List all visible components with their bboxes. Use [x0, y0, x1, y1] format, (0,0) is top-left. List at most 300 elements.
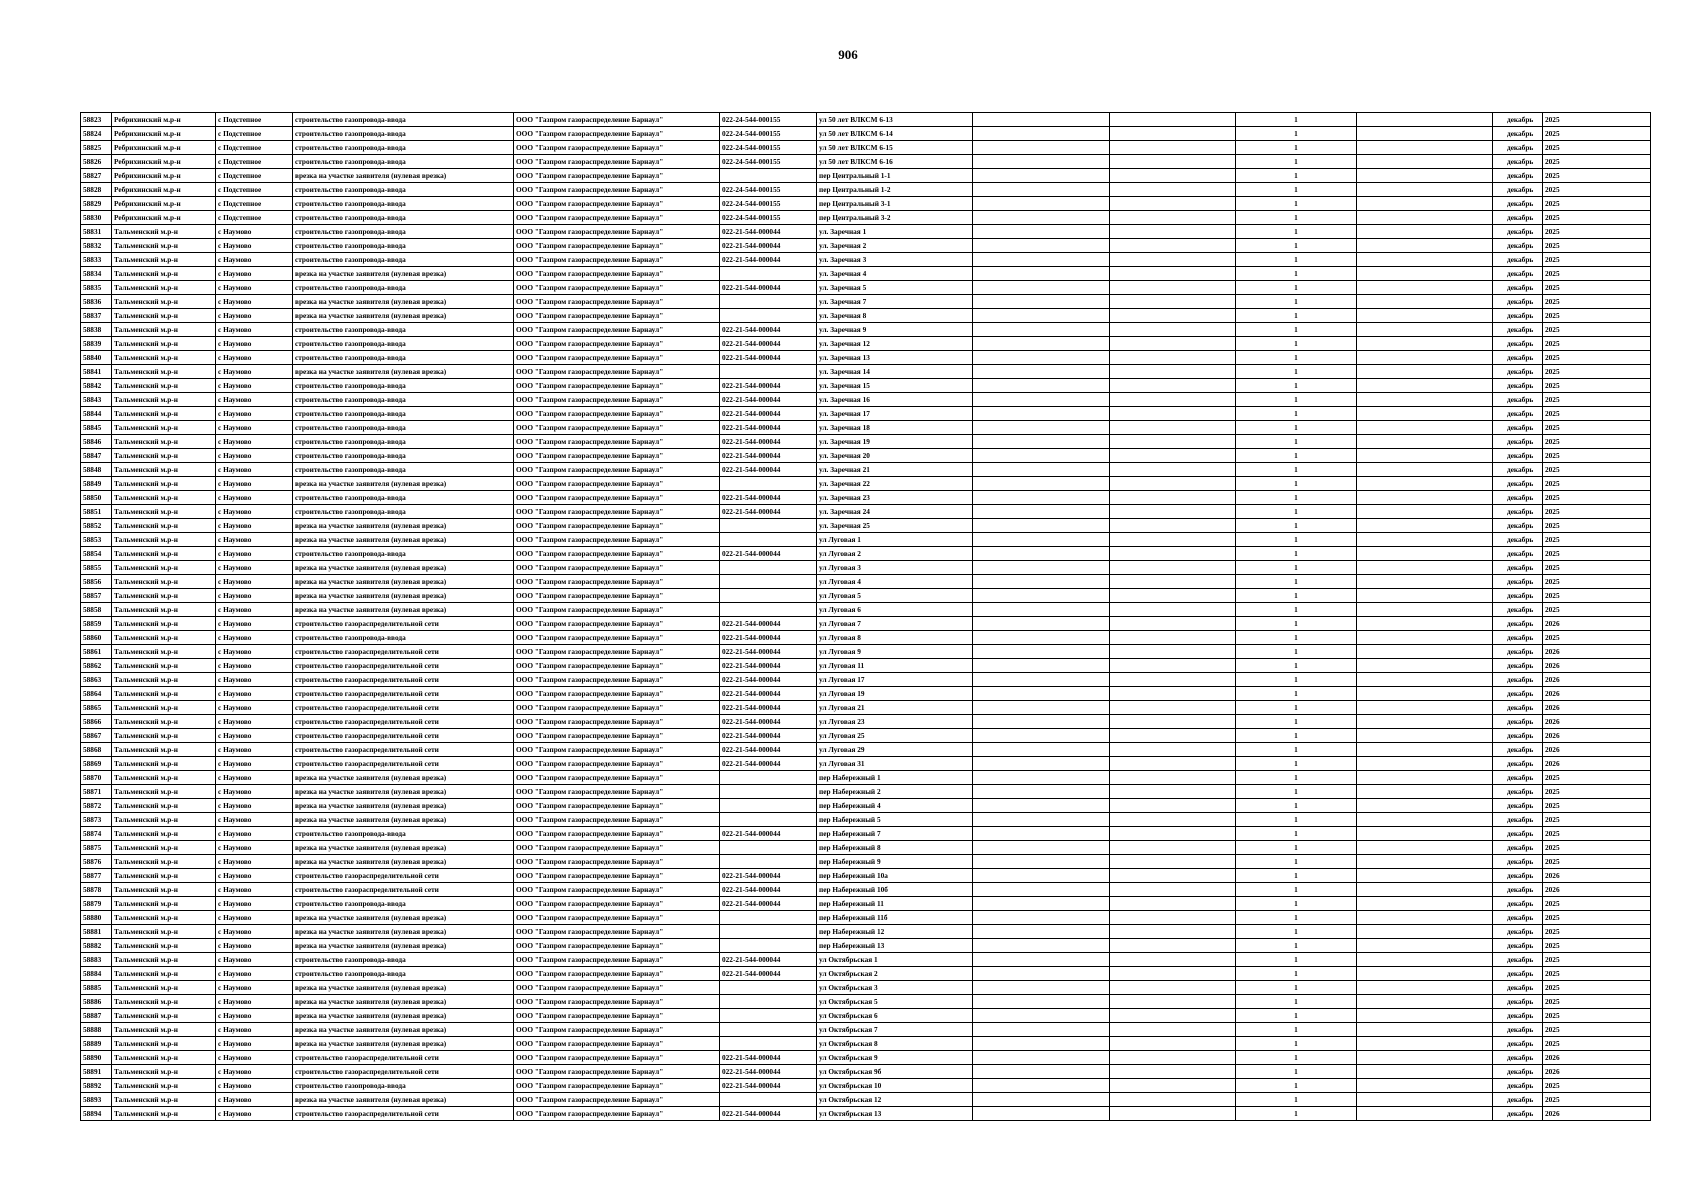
work-type-cell: строительство газораспределительной сети [293, 701, 514, 715]
organization-cell: ООО "Газпром газораспределение Барнаул" [514, 841, 720, 855]
empty-cell-3 [1357, 967, 1493, 981]
district-cell: Тальменский м.р-н [112, 939, 216, 953]
district-cell: Тальменский м.р-н [112, 659, 216, 673]
work-type-cell: врезка на участке заявителя (нулевая врезка) [293, 939, 514, 953]
program-code-cell: 022-21-544-000044 [720, 743, 817, 757]
empty-cell-2 [1110, 785, 1236, 799]
address-cell: ул Октябрьская 3 [817, 981, 973, 995]
work-type-cell: строительство газораспределительной сети [293, 645, 514, 659]
year-cell: 2025 [1543, 435, 1651, 449]
organization-cell: ООО "Газпром газораспределение Барнаул" [514, 281, 720, 295]
month-cell: декабрь [1493, 897, 1543, 911]
empty-cell-2 [1110, 1051, 1236, 1065]
empty-cell-3 [1357, 337, 1493, 351]
work-type-cell: строительство газопровода-ввода [293, 155, 514, 169]
count-cell: 1 [1236, 743, 1357, 757]
table-row [81, 1065, 1651, 1079]
district-cell: Тальменский м.р-н [112, 995, 216, 1009]
year-cell: 2025 [1543, 393, 1651, 407]
empty-cell-2 [1110, 281, 1236, 295]
address-cell: ул Луговая 11 [817, 659, 973, 673]
address-cell: ул Октябрьская 5 [817, 995, 973, 1009]
district-cell: Тальменский м.р-н [112, 771, 216, 785]
organization-cell: ООО "Газпром газораспределение Барнаул" [514, 897, 720, 911]
count-cell: 1 [1236, 645, 1357, 659]
empty-cell-1 [973, 141, 1110, 155]
organization-cell: ООО "Газпром газораспределение Барнаул" [514, 883, 720, 897]
month-cell: декабрь [1493, 449, 1543, 463]
empty-cell-2 [1110, 113, 1236, 127]
table-row [81, 477, 1651, 491]
table-row [81, 673, 1651, 687]
work-type-cell: строительство газопровода-ввода [293, 337, 514, 351]
empty-cell-1 [973, 267, 1110, 281]
address-cell: ул. Заречная 21 [817, 463, 973, 477]
empty-cell-1 [973, 365, 1110, 379]
work-type-cell: врезка на участке заявителя (нулевая врезка) [293, 1037, 514, 1051]
work-type-cell: строительство газопровода-ввода [293, 113, 514, 127]
work-type-cell: строительство газопровода-ввода [293, 239, 514, 253]
settlement-cell: с Наумово [216, 393, 293, 407]
count-cell: 1 [1236, 673, 1357, 687]
month-cell: декабрь [1493, 995, 1543, 1009]
program-code-cell [720, 1093, 817, 1107]
year-cell: 2025 [1543, 939, 1651, 953]
district-cell: Тальменский м.р-н [112, 253, 216, 267]
month-cell: декабрь [1493, 463, 1543, 477]
empty-cell-1 [973, 547, 1110, 561]
empty-cell-1 [973, 1093, 1110, 1107]
program-code-cell [720, 855, 817, 869]
year-cell: 2025 [1543, 365, 1651, 379]
work-type-cell: строительство газопровода-ввода [293, 127, 514, 141]
count-cell: 1 [1236, 911, 1357, 925]
count-cell: 1 [1236, 855, 1357, 869]
year-cell: 2025 [1543, 169, 1651, 183]
count-cell: 1 [1236, 701, 1357, 715]
address-cell: пер Набережный 13 [817, 939, 973, 953]
year-cell: 2025 [1543, 225, 1651, 239]
empty-cell-1 [973, 393, 1110, 407]
empty-cell-2 [1110, 883, 1236, 897]
month-cell: декабрь [1493, 505, 1543, 519]
year-cell: 2025 [1543, 953, 1651, 967]
district-cell: Тальменский м.р-н [112, 813, 216, 827]
empty-cell-3 [1357, 169, 1493, 183]
year-cell: 2025 [1543, 855, 1651, 869]
address-cell: ул 50 лет ВЛКСМ 6-14 [817, 127, 973, 141]
work-type-cell: строительство газопровода-ввода [293, 435, 514, 449]
organization-cell: ООО "Газпром газораспределение Барнаул" [514, 169, 720, 183]
empty-cell-1 [973, 281, 1110, 295]
district-cell: Тальменский м.р-н [112, 281, 216, 295]
count-cell: 1 [1236, 897, 1357, 911]
record-number-cell: 58838 [81, 323, 112, 337]
settlement-cell: с Наумово [216, 687, 293, 701]
address-cell: ул. Заречная 9 [817, 323, 973, 337]
work-type-cell: врезка на участке заявителя (нулевая врезка) [293, 785, 514, 799]
year-cell: 2025 [1543, 925, 1651, 939]
empty-cell-3 [1357, 127, 1493, 141]
empty-cell-2 [1110, 939, 1236, 953]
table-row [81, 701, 1651, 715]
table-row [81, 505, 1651, 519]
organization-cell: ООО "Газпром газораспределение Барнаул" [514, 463, 720, 477]
work-type-cell: строительство газораспределительной сети [293, 757, 514, 771]
organization-cell: ООО "Газпром газораспределение Барнаул" [514, 113, 720, 127]
empty-cell-2 [1110, 1065, 1236, 1079]
empty-cell-3 [1357, 253, 1493, 267]
empty-cell-3 [1357, 1023, 1493, 1037]
address-cell: пер Центральный 1-1 [817, 169, 973, 183]
empty-cell-1 [973, 519, 1110, 533]
organization-cell: ООО "Газпром газораспределение Барнаул" [514, 785, 720, 799]
settlement-cell: с Наумово [216, 673, 293, 687]
district-cell: Тальменский м.р-н [112, 925, 216, 939]
organization-cell: ООО "Газпром газораспределение Барнаул" [514, 1093, 720, 1107]
organization-cell: ООО "Газпром газораспределение Барнаул" [514, 925, 720, 939]
table-row [81, 981, 1651, 995]
settlement-cell: с Наумово [216, 967, 293, 981]
empty-cell-1 [973, 379, 1110, 393]
table-row [81, 211, 1651, 225]
year-cell: 2025 [1543, 239, 1651, 253]
year-cell: 2025 [1543, 1093, 1651, 1107]
organization-cell: ООО "Газпром газораспределение Барнаул" [514, 813, 720, 827]
work-type-cell: строительство газопровода-ввода [293, 225, 514, 239]
program-code-cell: 022-21-544-000044 [720, 225, 817, 239]
empty-cell-2 [1110, 617, 1236, 631]
record-number-cell: 58878 [81, 883, 112, 897]
empty-cell-3 [1357, 365, 1493, 379]
month-cell: декабрь [1493, 827, 1543, 841]
settlement-cell: с Наумово [216, 435, 293, 449]
month-cell: декабрь [1493, 925, 1543, 939]
address-cell: ул 50 лет ВЛКСМ 6-16 [817, 155, 973, 169]
table-row [81, 575, 1651, 589]
empty-cell-3 [1357, 449, 1493, 463]
record-number-cell: 58850 [81, 491, 112, 505]
address-cell: ул Октябрьская 6 [817, 1009, 973, 1023]
table-row [81, 295, 1651, 309]
empty-cell-1 [973, 1051, 1110, 1065]
empty-cell-2 [1110, 1037, 1236, 1051]
count-cell: 1 [1236, 1023, 1357, 1037]
work-type-cell: строительство газопровода-ввода [293, 547, 514, 561]
year-cell: 2025 [1543, 1023, 1651, 1037]
record-number-cell: 58857 [81, 589, 112, 603]
month-cell: декабрь [1493, 141, 1543, 155]
work-type-cell: врезка на участке заявителя (нулевая врезка) [293, 603, 514, 617]
work-type-cell: строительство газораспределительной сети [293, 1051, 514, 1065]
work-type-cell: строительство газопровода-ввода [293, 197, 514, 211]
district-cell: Тальменский м.р-н [112, 393, 216, 407]
table-row [81, 631, 1651, 645]
organization-cell: ООО "Газпром газораспределение Барнаул" [514, 141, 720, 155]
program-code-cell: 022-21-544-000044 [720, 1079, 817, 1093]
record-number-cell: 58859 [81, 617, 112, 631]
month-cell: декабрь [1493, 785, 1543, 799]
settlement-cell: с Наумово [216, 1009, 293, 1023]
table-row [81, 533, 1651, 547]
district-cell: Ребрихинский м.р-н [112, 211, 216, 225]
organization-cell: ООО "Газпром газораспределение Барнаул" [514, 631, 720, 645]
empty-cell-3 [1357, 463, 1493, 477]
settlement-cell: с Подстепное [216, 183, 293, 197]
year-cell: 2025 [1543, 127, 1651, 141]
year-cell: 2025 [1543, 771, 1651, 785]
empty-cell-3 [1357, 351, 1493, 365]
program-code-cell [720, 785, 817, 799]
year-cell: 2026 [1543, 687, 1651, 701]
empty-cell-3 [1357, 379, 1493, 393]
settlement-cell: с Наумово [216, 603, 293, 617]
count-cell: 1 [1236, 407, 1357, 421]
work-type-cell: врезка на участке заявителя (нулевая врезка) [293, 855, 514, 869]
table-row [81, 1107, 1651, 1121]
month-cell: декабрь [1493, 911, 1543, 925]
year-cell: 2025 [1543, 841, 1651, 855]
work-type-cell: врезка на участке заявителя (нулевая врезка) [293, 841, 514, 855]
organization-cell: ООО "Газпром газораспределение Барнаул" [514, 1107, 720, 1121]
organization-cell: ООО "Газпром газораспределение Барнаул" [514, 295, 720, 309]
settlement-cell: с Наумово [216, 351, 293, 365]
organization-cell: ООО "Газпром газораспределение Барнаул" [514, 323, 720, 337]
work-type-cell: врезка на участке заявителя (нулевая врезка) [293, 981, 514, 995]
settlement-cell: с Наумово [216, 1107, 293, 1121]
empty-cell-3 [1357, 1009, 1493, 1023]
empty-cell-1 [973, 883, 1110, 897]
program-code-cell: 022-21-544-000044 [720, 351, 817, 365]
program-code-cell: 022-21-544-000044 [720, 645, 817, 659]
empty-cell-1 [973, 813, 1110, 827]
address-cell: пер Набережный 8 [817, 841, 973, 855]
address-cell: ул Луговая 23 [817, 715, 973, 729]
empty-cell-1 [973, 911, 1110, 925]
empty-cell-2 [1110, 211, 1236, 225]
program-code-cell: 022-21-544-000044 [720, 1107, 817, 1121]
empty-cell-2 [1110, 1023, 1236, 1037]
count-cell: 1 [1236, 659, 1357, 673]
settlement-cell: с Наумово [216, 757, 293, 771]
empty-cell-1 [973, 337, 1110, 351]
count-cell: 1 [1236, 1037, 1357, 1051]
empty-cell-2 [1110, 295, 1236, 309]
year-cell: 2025 [1543, 1079, 1651, 1093]
year-cell: 2026 [1543, 715, 1651, 729]
record-number-cell: 58855 [81, 561, 112, 575]
month-cell: декабрь [1493, 939, 1543, 953]
address-cell: ул Луговая 19 [817, 687, 973, 701]
program-code-cell: 022-21-544-000044 [720, 827, 817, 841]
table-row [81, 645, 1651, 659]
record-number-cell: 58845 [81, 421, 112, 435]
work-type-cell: строительство газопровода-ввода [293, 967, 514, 981]
record-number-cell: 58887 [81, 1009, 112, 1023]
month-cell: декабрь [1493, 407, 1543, 421]
table-row [81, 729, 1651, 743]
organization-cell: ООО "Газпром газораспределение Барнаул" [514, 827, 720, 841]
month-cell: декабрь [1493, 197, 1543, 211]
address-cell: ул Октябрьская 7 [817, 1023, 973, 1037]
month-cell: декабрь [1493, 1093, 1543, 1107]
empty-cell-1 [973, 729, 1110, 743]
settlement-cell: с Наумово [216, 505, 293, 519]
organization-cell: ООО "Газпром газораспределение Барнаул" [514, 1023, 720, 1037]
month-cell: декабрь [1493, 519, 1543, 533]
organization-cell: ООО "Газпром газораспределение Барнаул" [514, 911, 720, 925]
record-number-cell: 58869 [81, 757, 112, 771]
month-cell: декабрь [1493, 813, 1543, 827]
program-code-cell [720, 589, 817, 603]
address-cell: пер Набережный 1 [817, 771, 973, 785]
empty-cell-2 [1110, 533, 1236, 547]
empty-cell-1 [973, 995, 1110, 1009]
program-code-cell: 022-24-544-000155 [720, 155, 817, 169]
empty-cell-3 [1357, 715, 1493, 729]
count-cell: 1 [1236, 169, 1357, 183]
address-cell: ул. Заречная 8 [817, 309, 973, 323]
count-cell: 1 [1236, 281, 1357, 295]
program-code-cell [720, 365, 817, 379]
address-cell: ул Луговая 1 [817, 533, 973, 547]
work-type-cell: строительство газопровода-ввода [293, 351, 514, 365]
organization-cell: ООО "Газпром газораспределение Барнаул" [514, 869, 720, 883]
record-number-cell: 58863 [81, 673, 112, 687]
work-type-cell: строительство газопровода-ввода [293, 463, 514, 477]
empty-cell-2 [1110, 953, 1236, 967]
district-cell: Тальменский м.р-н [112, 519, 216, 533]
count-cell: 1 [1236, 113, 1357, 127]
empty-cell-2 [1110, 393, 1236, 407]
program-code-cell: 022-21-544-000044 [720, 379, 817, 393]
year-cell: 2025 [1543, 631, 1651, 645]
year-cell: 2025 [1543, 533, 1651, 547]
empty-cell-1 [973, 715, 1110, 729]
month-cell: декабрь [1493, 757, 1543, 771]
year-cell: 2025 [1543, 449, 1651, 463]
district-cell: Тальменский м.р-н [112, 407, 216, 421]
program-code-cell: 022-21-544-000044 [720, 897, 817, 911]
district-cell: Тальменский м.р-н [112, 799, 216, 813]
address-cell: ул Октябрьская 2 [817, 967, 973, 981]
empty-cell-2 [1110, 505, 1236, 519]
empty-cell-3 [1357, 421, 1493, 435]
district-cell: Тальменский м.р-н [112, 449, 216, 463]
empty-cell-1 [973, 1065, 1110, 1079]
organization-cell: ООО "Газпром газораспределение Барнаул" [514, 1079, 720, 1093]
work-type-cell: врезка на участке заявителя (нулевая врезка) [293, 533, 514, 547]
organization-cell: ООО "Газпром газораспределение Барнаул" [514, 211, 720, 225]
organization-cell: ООО "Газпром газораспределение Барнаул" [514, 421, 720, 435]
organization-cell: ООО "Газпром газораспределение Барнаул" [514, 561, 720, 575]
address-cell: ул. Заречная 4 [817, 267, 973, 281]
empty-cell-2 [1110, 575, 1236, 589]
count-cell: 1 [1236, 953, 1357, 967]
month-cell: декабрь [1493, 1107, 1543, 1121]
empty-cell-3 [1357, 211, 1493, 225]
table-row [81, 449, 1651, 463]
address-cell: ул Луговая 8 [817, 631, 973, 645]
year-cell: 2025 [1543, 295, 1651, 309]
district-cell: Тальменский м.р-н [112, 463, 216, 477]
program-code-cell: 022-21-544-000044 [720, 421, 817, 435]
year-cell: 2025 [1543, 379, 1651, 393]
district-cell: Тальменский м.р-н [112, 421, 216, 435]
count-cell: 1 [1236, 295, 1357, 309]
empty-cell-2 [1110, 127, 1236, 141]
year-cell: 2025 [1543, 323, 1651, 337]
empty-cell-3 [1357, 813, 1493, 827]
organization-cell: ООО "Газпром газораспределение Барнаул" [514, 351, 720, 365]
month-cell: декабрь [1493, 953, 1543, 967]
year-cell: 2025 [1543, 477, 1651, 491]
empty-cell-3 [1357, 113, 1493, 127]
month-cell: декабрь [1493, 729, 1543, 743]
organization-cell: ООО "Газпром газораспределение Барнаул" [514, 253, 720, 267]
month-cell: декабрь [1493, 435, 1543, 449]
empty-cell-3 [1357, 533, 1493, 547]
organization-cell: ООО "Газпром газораспределение Барнаул" [514, 435, 720, 449]
empty-cell-2 [1110, 421, 1236, 435]
organization-cell: ООО "Газпром газораспределение Барнаул" [514, 547, 720, 561]
address-cell: ул Луговая 31 [817, 757, 973, 771]
year-cell: 2026 [1543, 617, 1651, 631]
settlement-cell: с Наумово [216, 785, 293, 799]
table-row [81, 911, 1651, 925]
empty-cell-1 [973, 897, 1110, 911]
record-number-cell: 58841 [81, 365, 112, 379]
program-code-cell: 022-21-544-000044 [720, 869, 817, 883]
year-cell: 2025 [1543, 589, 1651, 603]
work-type-cell: строительство газопровода-ввода [293, 141, 514, 155]
address-cell: ул. Заречная 18 [817, 421, 973, 435]
empty-cell-3 [1357, 183, 1493, 197]
work-type-cell: строительство газораспределительной сети [293, 715, 514, 729]
district-cell: Тальменский м.р-н [112, 729, 216, 743]
record-number-cell: 58870 [81, 771, 112, 785]
organization-cell: ООО "Газпром газораспределение Барнаул" [514, 379, 720, 393]
settlement-cell: с Наумово [216, 589, 293, 603]
empty-cell-2 [1110, 407, 1236, 421]
year-cell: 2025 [1543, 547, 1651, 561]
month-cell: декабрь [1493, 673, 1543, 687]
settlement-cell: с Наумово [216, 519, 293, 533]
year-cell: 2026 [1543, 673, 1651, 687]
organization-cell: ООО "Газпром газораспределение Барнаул" [514, 757, 720, 771]
record-number-cell: 58864 [81, 687, 112, 701]
empty-cell-2 [1110, 911, 1236, 925]
organization-cell: ООО "Газпром газораспределение Барнаул" [514, 127, 720, 141]
organization-cell: ООО "Газпром газораспределение Барнаул" [514, 239, 720, 253]
address-cell: ул. Заречная 19 [817, 435, 973, 449]
organization-cell: ООО "Газпром газораспределение Барнаул" [514, 771, 720, 785]
organization-cell: ООО "Газпром газораспределение Барнаул" [514, 519, 720, 533]
year-cell: 2025 [1543, 113, 1651, 127]
empty-cell-1 [973, 155, 1110, 169]
table-row [81, 855, 1651, 869]
empty-cell-3 [1357, 519, 1493, 533]
address-cell: пер Набережный 5 [817, 813, 973, 827]
address-cell: пер Набережный 12 [817, 925, 973, 939]
year-cell: 2025 [1543, 603, 1651, 617]
program-code-cell: 022-21-544-000044 [720, 673, 817, 687]
empty-cell-3 [1357, 659, 1493, 673]
work-type-cell: строительство газораспределительной сети [293, 869, 514, 883]
year-cell: 2025 [1543, 253, 1651, 267]
program-code-cell [720, 799, 817, 813]
empty-cell-3 [1357, 1093, 1493, 1107]
